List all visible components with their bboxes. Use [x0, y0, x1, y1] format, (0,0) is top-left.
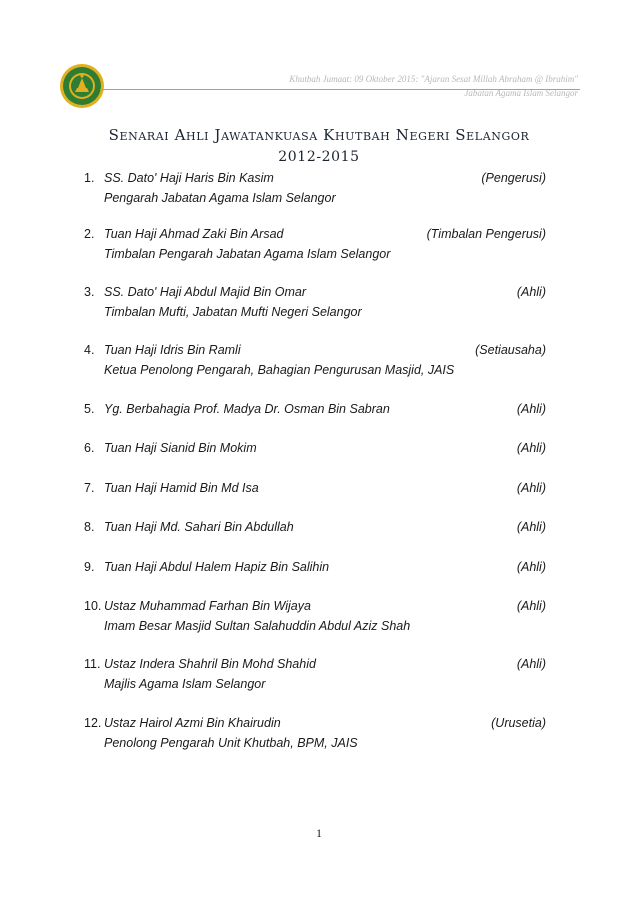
list-item [84, 168, 546, 208]
member-role: (Ahli) [516, 481, 546, 495]
member-name: Ustaz Indera Shahril Bin Mohd Shahid [104, 657, 316, 671]
list-item [84, 557, 546, 577]
list-item [84, 478, 546, 498]
header-divider [100, 89, 580, 90]
member-number: 11. [84, 657, 101, 671]
jais-emblem-icon [59, 63, 105, 109]
member-number: 6. [84, 441, 95, 455]
list-item [84, 713, 546, 753]
member-name: SS. Dato' Haji Haris Bin Kasim [104, 171, 274, 185]
member-name: Ustaz Muhammad Farhan Bin Wijaya [104, 599, 311, 613]
member-number: 1. [84, 171, 95, 185]
list-item [84, 340, 546, 380]
member-number: 5. [84, 402, 95, 416]
member-position: Timbalan Mufti, Jabatan Mufti Negeri Selangor [104, 305, 362, 319]
member-name: Tuan Haji Idris Bin Ramli [104, 343, 241, 357]
header-khutbah-title: Khutbah Jumaat: 09 Oktober 2015: "Ajaran Sesat Millah Abraham @ Ibrahim" [289, 74, 578, 84]
member-role: (Ahli) [516, 560, 546, 574]
member-role: (Ahli) [516, 520, 546, 534]
member-role: (Urusetia) [491, 716, 546, 730]
member-name: Tuan Haji Sianid Bin Mokim [104, 441, 257, 455]
member-number: 8. [84, 520, 95, 534]
member-role: (Pengerusi) [481, 171, 546, 185]
list-item [84, 399, 546, 419]
member-role: (Timbalan Pengerusi) [426, 227, 546, 241]
member-name: SS. Dato' Haji Abdul Majid Bin Omar [104, 285, 307, 299]
page-title [60, 124, 578, 168]
header-department: Jabatan Agama Islam Selangor [464, 88, 578, 98]
member-name: Ustaz Hairol Azmi Bin Khairudin [104, 716, 281, 730]
member-name: Tuan Haji Hamid Bin Md Isa [104, 481, 259, 495]
list-item [84, 224, 546, 264]
member-position: Majlis Agama Islam Selangor [104, 677, 266, 691]
member-role: (Setiausaha) [475, 343, 546, 357]
member-number: 2. [84, 227, 95, 241]
member-number: 10. [84, 599, 102, 613]
list-item [84, 438, 546, 458]
page-header [289, 72, 578, 100]
title-line-1: Senarai Ahli Jawatankuasa Khutbah Negeri Selangor [108, 126, 530, 144]
jais-logo [59, 63, 105, 109]
member-role: (Ahli) [516, 657, 546, 671]
member-position: Penolong Pengarah Unit Khutbah, BPM, JAIS [104, 736, 358, 750]
member-role: (Ahli) [516, 599, 546, 613]
member-number: 3. [84, 285, 95, 299]
member-name: Yg. Berbahagia Prof. Madya Dr. Osman Bin Sabran [104, 402, 390, 416]
member-position: Ketua Penolong Pengarah, Bahagian Pengurusan Masjid, JAIS [104, 363, 455, 377]
member-name: Tuan Haji Md. Sahari Bin Abdullah [104, 520, 294, 534]
member-position: Timbalan Pengarah Jabatan Agama Islam Selangor [104, 247, 391, 261]
page-number: 1 [316, 826, 322, 840]
list-item [84, 596, 546, 636]
member-position: Pengarah Jabatan Agama Islam Selangor [104, 191, 336, 205]
member-name: Tuan Haji Abdul Halem Hapiz Bin Salihin [104, 560, 330, 574]
member-number: 9. [84, 560, 95, 574]
member-number: 7. [84, 481, 95, 495]
member-position: Imam Besar Masjid Sultan Salahuddin Abdul Aziz Shah [104, 619, 411, 633]
member-role: (Ahli) [516, 402, 546, 416]
list-item [84, 282, 546, 322]
list-item [84, 654, 546, 694]
title-line-2: 2012-2015 [278, 149, 360, 165]
member-name: Tuan Haji Ahmad Zaki Bin Arsad [104, 227, 284, 241]
list-item [84, 517, 546, 537]
member-number: 4. [84, 343, 95, 357]
member-role: (Ahli) [516, 441, 546, 455]
member-number: 12. [84, 716, 102, 730]
member-role: (Ahli) [516, 285, 546, 299]
